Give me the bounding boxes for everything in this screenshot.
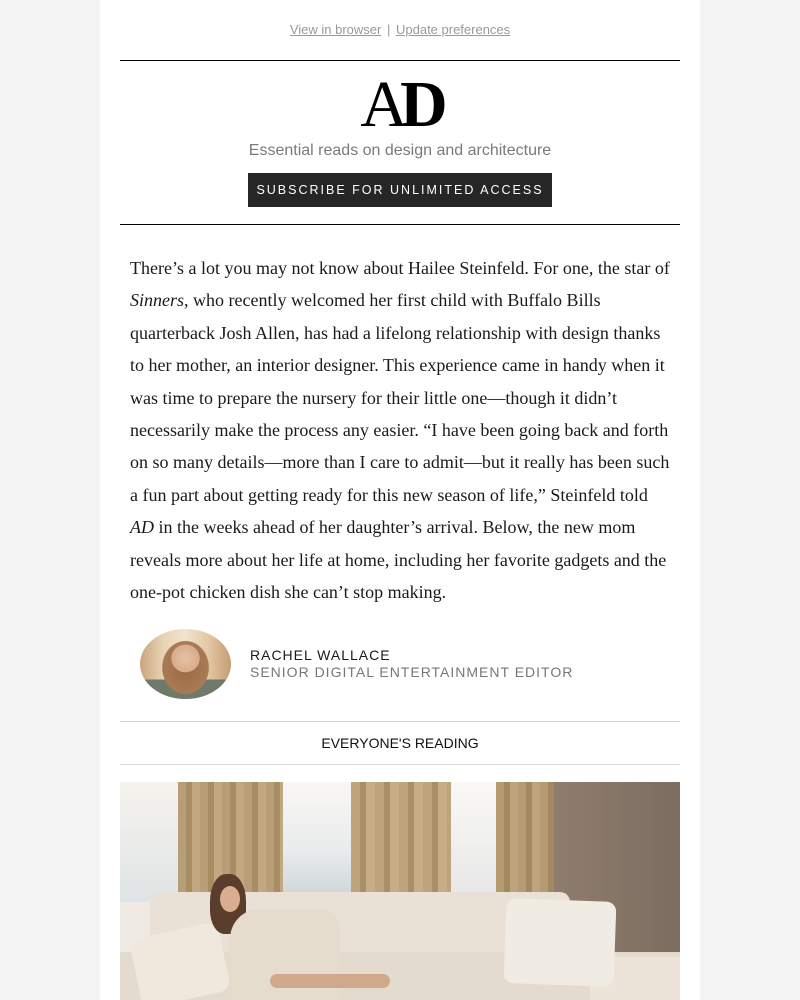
intro-italic-sinners: Sinners — [130, 290, 184, 311]
intro-text-2: , who recently welcomed her first child with Buffalo Bills quarterback Josh Allen, has had a lifelong relationship with design thanks to her mother, an interior designer. This experience came in handy when it was time to prepare the nursery for their little one—though it didn’t necessarily make the process any easier. “I have been going back and forth on so many details—more than I care to admit—but it really has been such a fun part about getting ready for this new season of life,” Steinfeld told — [130, 290, 670, 505]
preheader — [100, 22, 700, 37]
section-title: EVERYONE'S READING — [321, 735, 479, 751]
hero-curtain — [496, 782, 554, 897]
hero-window — [451, 782, 496, 897]
preheader-separator: | — [386, 22, 391, 37]
header-top-divider — [120, 60, 680, 61]
hero-window — [120, 782, 180, 902]
hero-pillow — [504, 898, 617, 987]
hero-curtain — [351, 782, 451, 897]
intro-italic-ad: AD — [130, 517, 154, 538]
hero-person-face — [220, 886, 240, 912]
ad-logo[interactable] — [100, 68, 700, 141]
author-byline — [140, 629, 680, 699]
logo-letter-d: D — [400, 68, 440, 141]
subscribe-button[interactable]: SUBSCRIBE FOR UNLIMITED ACCESS — [248, 173, 552, 207]
author-role: SENIOR DIGITAL ENTERTAINMENT EDITOR — [250, 664, 574, 680]
update-preferences-link[interactable]: Update preferences — [395, 22, 511, 37]
intro-paragraph — [130, 252, 675, 608]
section-divider-bottom — [120, 764, 680, 765]
header-bottom-divider — [120, 224, 680, 225]
email-container — [100, 0, 700, 1000]
section-divider-top — [120, 721, 680, 722]
view-in-browser-link[interactable]: View in browser — [289, 22, 382, 37]
author-avatar — [140, 629, 231, 699]
author-name: RACHEL WALLACE — [250, 647, 391, 663]
hero-person-legs — [270, 974, 390, 988]
intro-text-1: There’s a lot you may not know about Hailee Steinfeld. For one, the star of — [130, 258, 670, 278]
logo-letter-a: A — [360, 68, 400, 141]
intro-text-3: in the weeks ahead of her daughter’s arrival. Below, the new mom reveals more about her life at home, including her favorite gadgets and the one-pot chicken dish she can’t stop making. — [130, 517, 667, 603]
tagline: Essential reads on design and architecture — [248, 142, 552, 159]
hero-image[interactable] — [120, 782, 680, 1000]
article-intro — [130, 252, 675, 608]
